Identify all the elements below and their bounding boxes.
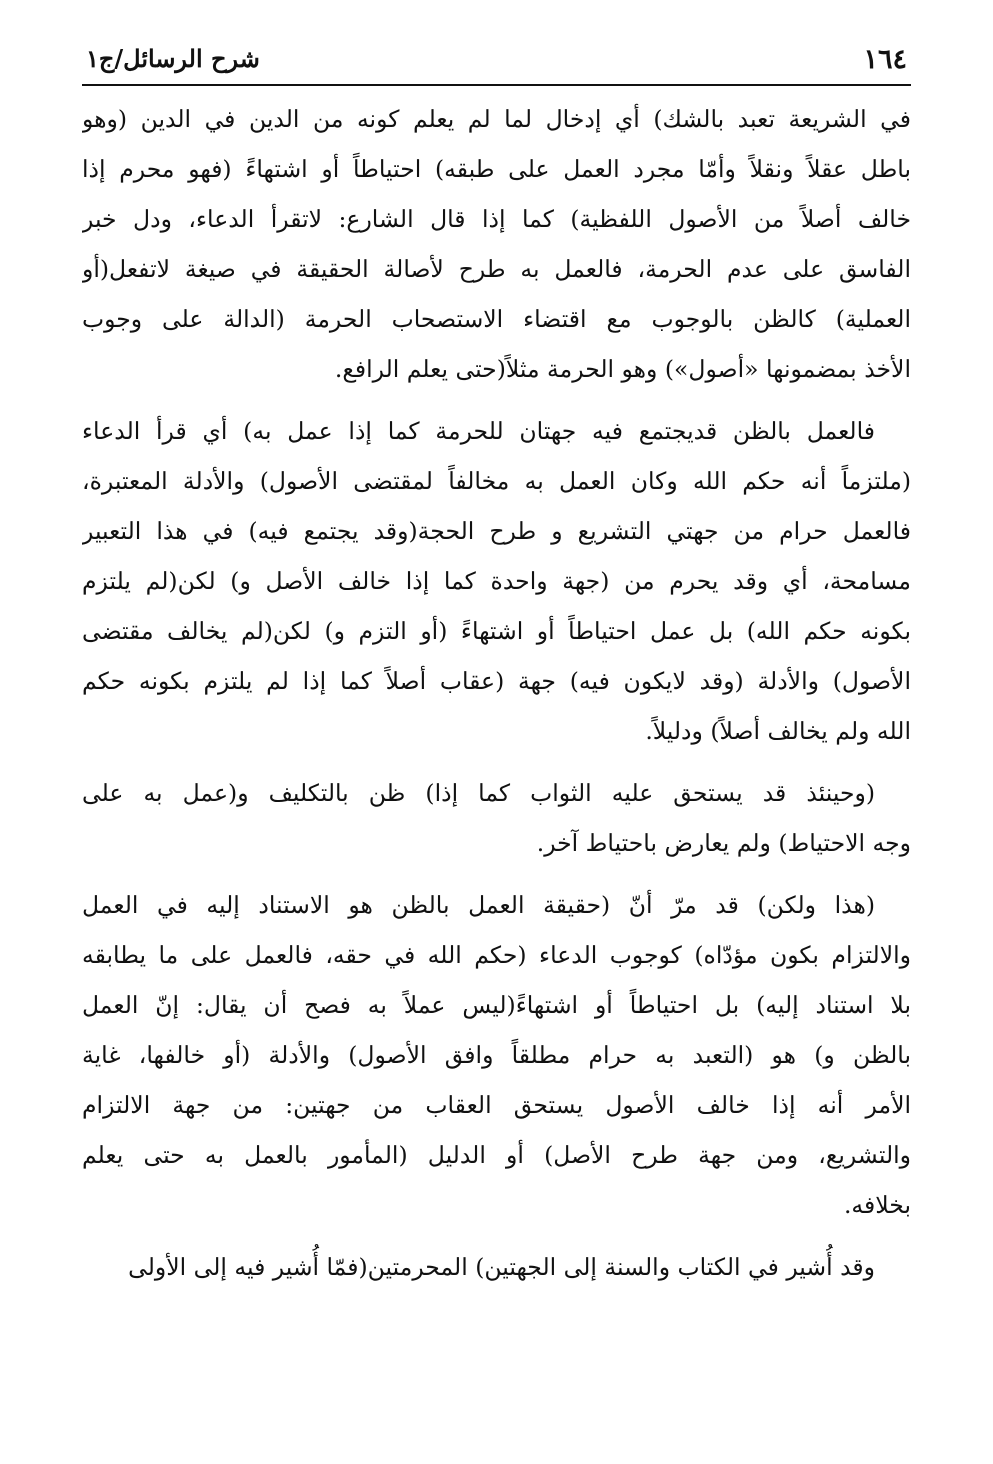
text-line: (هذا ولكن) قد مرّ أنّ (حقيقة العمل بالظن هو الاستناد إليه في العمل xyxy=(82,891,875,919)
text-line: (ملتزماً أنه حكم الله وكان العمل به مخالفاً لمقتضى الأصول) والأدلة المعتبرة، xyxy=(82,467,911,495)
paragraph-3 xyxy=(82,768,911,868)
text-line: العملية) كالظن بالوجوب مع اقتضاء الاستصحاب الحرمة (الدالة على وجوب xyxy=(82,305,911,333)
text-line: الفاسق على عدم الحرمة، فالعمل به طرح لأصالة الحقيقة في صيغة لاتفعل(أو xyxy=(82,255,911,283)
page-header xyxy=(82,40,911,86)
text-line: (وحينئذ قد يستحق عليه الثواب كما إذا) ظن بالتكليف و(عمل به على xyxy=(82,779,875,807)
paragraph-4 xyxy=(82,880,911,1230)
text-line: الأصول) والأدلة (وقد لايكون فيه) جهة (عقاب أصلاً كما إذا لم يلتزم بكونه حكم xyxy=(82,667,911,695)
text-line: الأمر أنه إذا خالف الأصول يستحق العقاب من جهتين: من جهة الالتزام xyxy=(82,1091,911,1119)
paragraph-5 xyxy=(82,1242,911,1292)
text-line: الأخذ بمضمونها «أصول») وهو الحرمة مثلاً(حتى يعلم الرافع. xyxy=(334,355,911,383)
text-line: بكونه حكم الله) بل عمل احتياطاً أو اشتهاءً (أو التزم و) لكن(لم يخالف مقتضى xyxy=(82,617,911,645)
running-title: شرح الرسائل/ج١ xyxy=(86,44,260,73)
text-line: الله ولم يخالف أصلاً) ودليلاً. xyxy=(645,717,911,745)
text-line: والتشريع، ومن جهة طرح الأصل) أو الدليل (المأمور بالعمل به حتى يعلم xyxy=(82,1141,911,1169)
text-line: بالظن و) هو (التعبد به حرام مطلقاً وافق الأصول) والأدلة (أو خالفها، غاية xyxy=(82,1041,911,1069)
text-line: فالعمل حرام من جهتي التشريع و طرح الحجة(وقد يجتمع فيه) في هذا التعبير xyxy=(82,517,911,545)
text-line: وجه الاحتياط) ولم يعارض باحتياط آخر. xyxy=(536,829,911,857)
text-line: بلا استناد إليه) بل احتياطاً أو اشتهاءً(ليس عملاً به فصح أن يقال: إنّ العمل xyxy=(82,991,911,1019)
text-line: بخلافه. xyxy=(843,1191,911,1219)
body-text xyxy=(82,94,911,1304)
text-line: في الشريعة تعبد بالشك) أي إدخال لما لم يعلم كونه من الدين في الدين (وهو xyxy=(82,105,911,133)
page-number: ١٦٤ xyxy=(863,44,907,75)
text-line: باطل عقلاً ونقلاً وأمّا مجرد العمل على طبقه) احتياطاً أو اشتهاءً (فهو محرم إذا xyxy=(82,155,911,183)
text-line: وقد أُشير في الكتاب والسنة إلى الجهتين) المحرمتين(فمّا أُشير فيه إلى الأولى xyxy=(128,1253,875,1281)
paragraph-1 xyxy=(82,94,911,394)
text-line: والالتزام بكون مؤدّاه) كوجوب الدعاء (حكم الله في حقه، فالعمل على ما يطابقه xyxy=(82,941,911,969)
text-line: فالعمل بالظن قديجتمع فيه جهتان للحرمة كما إذا عمل به) أي قرأ الدعاء xyxy=(82,417,875,445)
paragraph-2 xyxy=(82,406,911,756)
text-line: مسامحة، أي وقد يحرم من (جهة واحدة كما إذا خالف الأصل و) لكن(لم يلتزم xyxy=(82,567,911,595)
text-line: خالف أصلاً من الأصول اللفظية) كما إذا قال الشارع: لاتقرأ الدعاء، ودل خبر xyxy=(82,205,911,233)
